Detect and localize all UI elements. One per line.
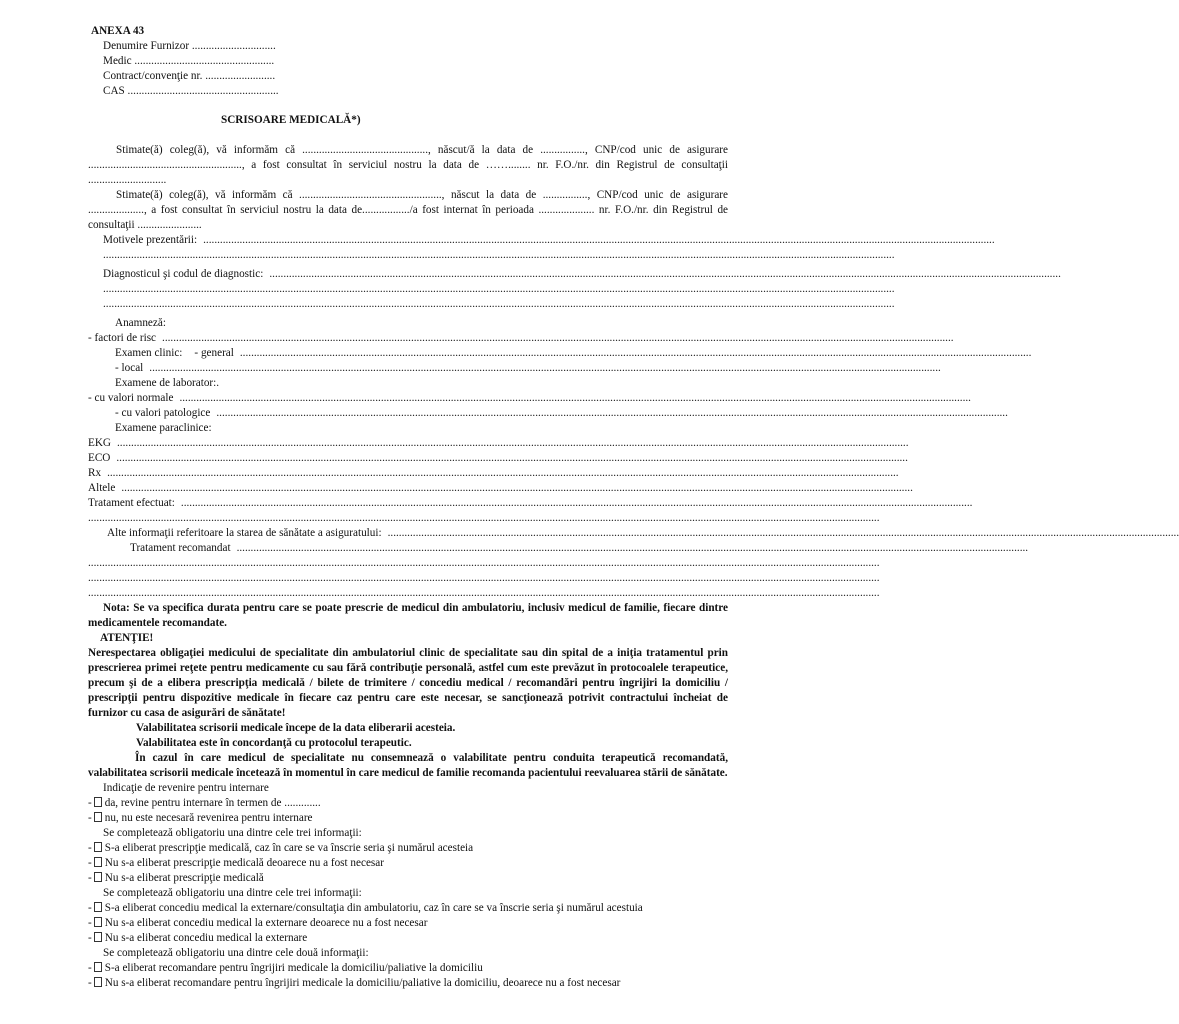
pathological-values-field[interactable]	[115, 406, 1008, 421]
eco-field[interactable]	[88, 451, 908, 466]
prescription-option-2[interactable]: - Nu s-a eliberat prescripţie medicală deoarece nu a fost necesar	[88, 857, 384, 869]
normal-values-field[interactable]	[88, 391, 971, 406]
validity-paragraph: În cazul în care medicul de specialitate nu consemnează o valabilitate pentru conduita terapeutică recomandată, valabilitatea scrisorii medicale încetează în momentul în care medicul de familie recomanda pacientului reevaluarea stării de sănătate.	[88, 752, 728, 779]
treatment-done-field[interactable]	[88, 496, 973, 511]
attention-paragraph: Nerespectarea obligaţiei medicului de specialitate din ambulatoriul clinic de specialitate sau din spital de a iniţia tratamentul prin prescrierea primei reţete pentru medicamente cu sau fără contribuţie personală, astfel cum este prevăzut în protocoalele terapeutice, precum şi de a elibera prescripţia medicală / bilete de trimitere / concediu medical / recomandări pentru îngrijiri la domiciliu / prescripţii pentru dispozitive medicale în fiecare caz pentru care este necesar, se sancţionează potrivit contractului încheiat de furnizor cu casa de asigurări de sănătate!	[88, 647, 728, 719]
clinical-exam-field[interactable]	[115, 346, 1032, 361]
home-care-title: Se completează obligatoriu una dintre cele două informaţii:	[103, 947, 369, 959]
rx-dots: ...........................................................................................................................................................................................................................................................................................	[107, 467, 899, 479]
pathological-values-label: - cu valori patologice	[115, 407, 211, 419]
checkbox-icon[interactable]	[94, 872, 102, 882]
local-field[interactable]	[115, 361, 941, 376]
lab-exams-label: Examene de laborator:.	[115, 377, 220, 389]
medical-leave-title: Se completează obligatoriu una dintre cele trei informaţii:	[103, 887, 362, 899]
general-label: - general	[194, 347, 234, 359]
treatment-done-dots: ...........................................................................................................................................................................................................................................................................................	[180, 497, 973, 509]
intro-paragraph-1[interactable]: Stimate(ă) coleg(ă), vă informăm că ............................................., născut/ă la data de ................, CNP/cod unic de asigurare ......................................................., a fost consultat în serviciul nostru la data de ……........ nr. F.O./nr. din Registrul de consultaţii ............................	[88, 144, 728, 186]
paraclinical-label: Examene paraclinice:	[115, 422, 212, 434]
other-dots: ...........................................................................................................................................................................................................................................................................................	[121, 482, 913, 494]
diagnosis-dots: ...........................................................................................................................................................................................................................................................................................	[269, 268, 1061, 280]
checkbox-icon[interactable]	[94, 812, 102, 822]
document-title: SCRISOARE MEDICALĂ*)	[221, 114, 361, 126]
blank-line[interactable]: ...........................................................................................................................................................................................................................................................................................	[103, 249, 895, 261]
eco-dots: ...........................................................................................................................................................................................................................................................................................	[116, 452, 908, 464]
risk-factors-field[interactable]	[88, 331, 954, 346]
normal-values-dots: ...........................................................................................................................................................................................................................................................................................	[179, 392, 971, 404]
local-label: - local	[115, 362, 144, 374]
pathological-values-dots: ...........................................................................................................................................................................................................................................................................................	[216, 407, 1008, 419]
ekg-dots: ...........................................................................................................................................................................................................................................................................................	[117, 437, 909, 449]
other-info-dots: ...........................................................................................................................................................................................................................................................................................	[387, 527, 1179, 539]
checkbox-icon[interactable]	[94, 857, 102, 867]
recommended-treatment-label: Tratament recomandat	[130, 542, 231, 554]
rx-field[interactable]	[88, 466, 899, 481]
treatment-done-label: Tratament efectuat:	[88, 497, 175, 509]
cas-field[interactable]: CAS ......................................................	[103, 85, 279, 97]
ekg-label: EKG	[88, 437, 111, 449]
checkbox-icon[interactable]	[94, 842, 102, 852]
eco-label: ECO	[88, 452, 111, 464]
other-info-label: Alte informaţii referitoare la starea de sănătate a asiguratului:	[107, 527, 382, 539]
risk-factors-dots: ...........................................................................................................................................................................................................................................................................................	[162, 332, 954, 344]
readmission-yes-option[interactable]: - da, revine pentru internare în termen de .............	[88, 797, 321, 809]
prescription-title: Se completează obligatoriu una dintre cele trei informaţii:	[103, 827, 362, 839]
blank-line[interactable]: ...........................................................................................................................................................................................................................................................................................	[103, 298, 895, 310]
readmission-title: Indicaţie de revenire pentru internare	[103, 782, 269, 794]
ekg-field[interactable]	[88, 436, 909, 451]
checkbox-icon[interactable]	[94, 917, 102, 927]
blank-line[interactable]: ...........................................................................................................................................................................................................................................................................................	[88, 512, 880, 524]
header-block	[88, 39, 728, 99]
recommended-treatment-dots: ...........................................................................................................................................................................................................................................................................................	[236, 542, 1029, 554]
medical-letter-form	[88, 24, 1179, 991]
checkbox-icon[interactable]	[94, 797, 102, 807]
checkbox-icon[interactable]	[94, 962, 102, 972]
home-care-option-1[interactable]: - S-a eliberat recomandare pentru îngrijiri medicale la domiciliu/paliative la domiciliu	[88, 962, 483, 974]
doctor-field[interactable]: Medic ..................................................	[103, 55, 275, 67]
blank-line[interactable]: ...........................................................................................................................................................................................................................................................................................	[103, 283, 895, 295]
provider-field[interactable]: Denumire Furnizor ..............................	[103, 40, 276, 52]
attention-title: ATENŢIE!	[100, 632, 154, 644]
reasons-label: Motivele prezentării:	[103, 234, 198, 246]
diagnosis-field[interactable]	[103, 267, 1061, 282]
blank-line[interactable]: ...........................................................................................................................................................................................................................................................................................	[88, 557, 880, 569]
rx-label: Rx	[88, 467, 102, 479]
blank-line[interactable]: ...........................................................................................................................................................................................................................................................................................	[88, 572, 880, 584]
readmission-no-option[interactable]: - nu, nu este necesară revenirea pentru internare	[88, 812, 313, 824]
medical-leave-option-2[interactable]: - Nu s-a eliberat concediu medical la externare deoarece nu a fost necesar	[88, 917, 428, 929]
diagnosis-label: Diagnosticul şi codul de diagnostic:	[103, 268, 264, 280]
reasons-dots: ...........................................................................................................................................................................................................................................................................................	[203, 234, 995, 246]
prescription-option-1[interactable]: - S-a eliberat prescripţie medicală, caz în care se va înscrie seria şi numărul acesteia	[88, 842, 474, 854]
checkbox-icon[interactable]	[94, 932, 102, 942]
other-field[interactable]	[88, 481, 913, 496]
normal-values-label: - cu valori normale	[88, 392, 174, 404]
anamnesis-label: Anamneză:	[115, 317, 166, 329]
medical-leave-option-3[interactable]: - Nu s-a eliberat concediu medical la externare	[88, 932, 308, 944]
contract-field[interactable]: Contract/convenţie nr. .........................	[103, 70, 276, 82]
home-care-option-2[interactable]: - Nu s-a eliberat recomandare pentru îngrijiri medicale la domiciliu/paliative la domiciliu, deoarece nu a fost necesar	[88, 977, 621, 989]
general-dots: ...........................................................................................................................................................................................................................................................................................	[239, 347, 1032, 359]
checkbox-icon[interactable]	[94, 902, 102, 912]
validity-line-2: Valabilitatea este în concordanţă cu protocolul terapeutic.	[136, 737, 412, 749]
other-label: Altele	[88, 482, 116, 494]
validity-line-1: Valabilitatea scrisorii medicale începe de la data eliberarii acesteia.	[136, 722, 456, 734]
checkbox-icon[interactable]	[94, 977, 102, 987]
note-paragraph: Nota: Se va specifica durata pentru care se poate prescrie de medicul din ambulatoriu, inclusiv medicul de familie, fiecare dintre medicamentele recomandate.	[88, 602, 728, 629]
reasons-field[interactable]	[103, 233, 995, 248]
risk-factors-label: - factori de risc	[88, 332, 157, 344]
blank-line[interactable]: ...........................................................................................................................................................................................................................................................................................	[88, 587, 880, 599]
intro-paragraph-2[interactable]: Stimate(ă) coleg(ă), vă informăm că ..................................................., născut la data de ................, CNP/cod unic de asigurare ...................., a fost consultat în serviciul nostru la data de................./a fost internat în perioada .................... nr. F.O./nr. din Registrul de consultaţii .......................	[88, 189, 728, 231]
medical-leave-option-1[interactable]: - S-a eliberat concediu medical la externare/consultaţia din ambulatoriu, caz în care se va înscrie seria şi numărul acestuia	[88, 902, 643, 914]
prescription-option-3[interactable]: - Nu s-a eliberat prescripţie medicală	[88, 872, 264, 884]
local-dots: ...........................................................................................................................................................................................................................................................................................	[149, 362, 941, 374]
annex-number: ANEXA 43	[91, 25, 145, 37]
recommended-treatment-field[interactable]	[130, 541, 1029, 556]
clinical-exam-label: Examen clinic:	[115, 347, 183, 359]
other-info-field[interactable]	[107, 526, 1179, 541]
